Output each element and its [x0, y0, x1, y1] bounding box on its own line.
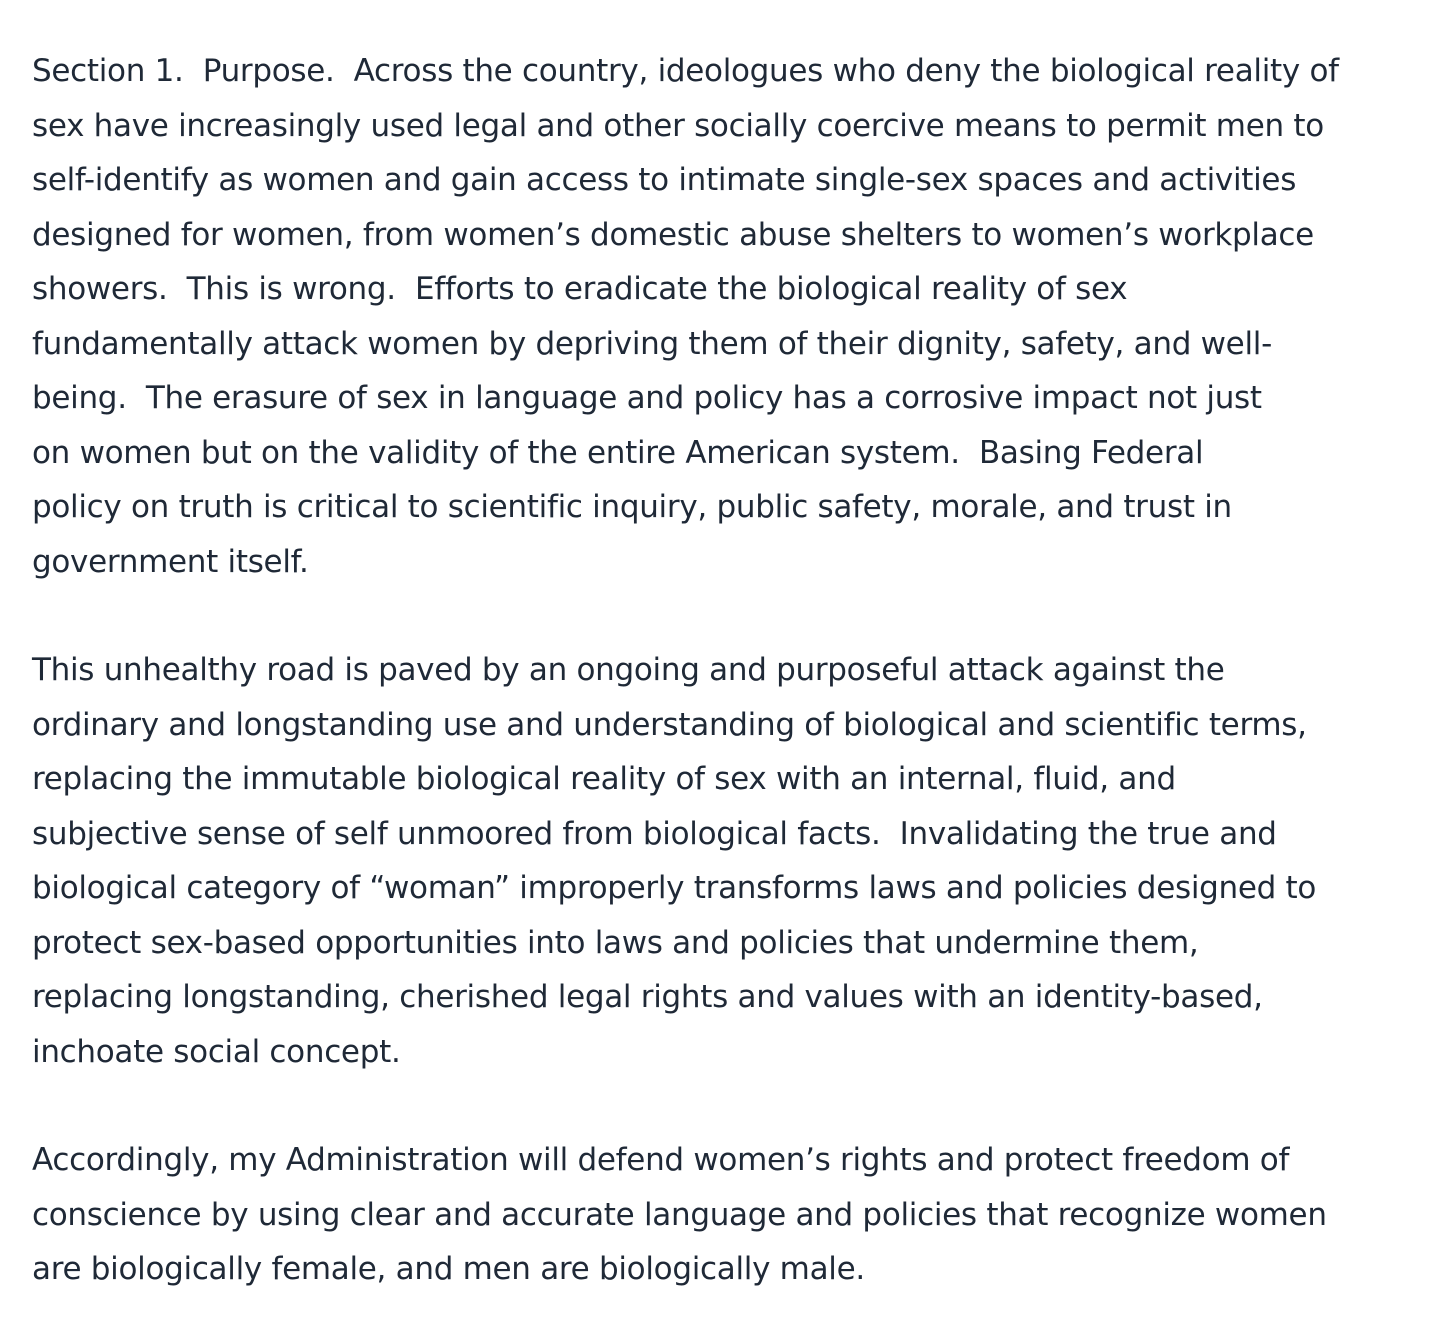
text-line: subjective sense of self unmoored from biological facts. Invalidating the true and [32, 815, 1277, 852]
paragraph-unhealthy-road [32, 643, 1432, 1079]
text-line: on women but on the validity of the entire American system. Basing Federal [32, 434, 1204, 471]
text-line: showers. This is wrong. Efforts to eradicate the biological reality of sex [32, 271, 1128, 307]
text-line: biological category of “woman” improperly transforms laws and policies designed to [32, 870, 1317, 906]
text-line: policy on truth is critical to scientific inquiry, public safety, morale, and trust in [32, 489, 1232, 525]
text-line: are biologically female, and men are biologically male. [32, 1251, 865, 1287]
text-line: fundamentally attack women by depriving them of their dignity, safety, and well- [32, 325, 1272, 362]
paragraph-purpose [32, 44, 1432, 589]
text-line: ordinary and longstanding use and understanding of biological and scientific terms, [32, 706, 1307, 743]
text-line: sex have increasingly used legal and other socially coercive means to permit men to [32, 107, 1324, 144]
text-line: replacing longstanding, cherished legal rights and values with an identity-based, [32, 979, 1263, 1015]
text-line: Section 1. Purpose. Across the country, ideologues who deny the biological reality of [32, 53, 1339, 89]
text-line: replacing the immutable biological reality of sex with an internal, fluid, and [32, 761, 1176, 797]
text-line: being. The erasure of sex in language and policy has a corrosive impact not just [32, 380, 1262, 416]
text-line: Accordingly, my Administration will defend women’s rights and protect freedom of [32, 1142, 1290, 1178]
document-body [32, 44, 1432, 1297]
text-line: designed for women, from women’s domestic abuse shelters to women’s workplace [32, 216, 1314, 253]
text-line: self-identify as women and gain access to intimate single-sex spaces and activities [32, 162, 1297, 198]
text-line: inchoate social concept. [32, 1033, 401, 1070]
text-line: This unhealthy road is paved by an ongoing and purposeful attack against the [32, 652, 1225, 688]
text-line: conscience by using clear and accurate language and policies that recognize women [32, 1196, 1327, 1233]
text-line: protect sex-based opportunities into laws and policies that undermine them, [32, 924, 1199, 961]
text-line: government itself. [32, 543, 309, 580]
paragraph-accordingly [32, 1133, 1432, 1297]
